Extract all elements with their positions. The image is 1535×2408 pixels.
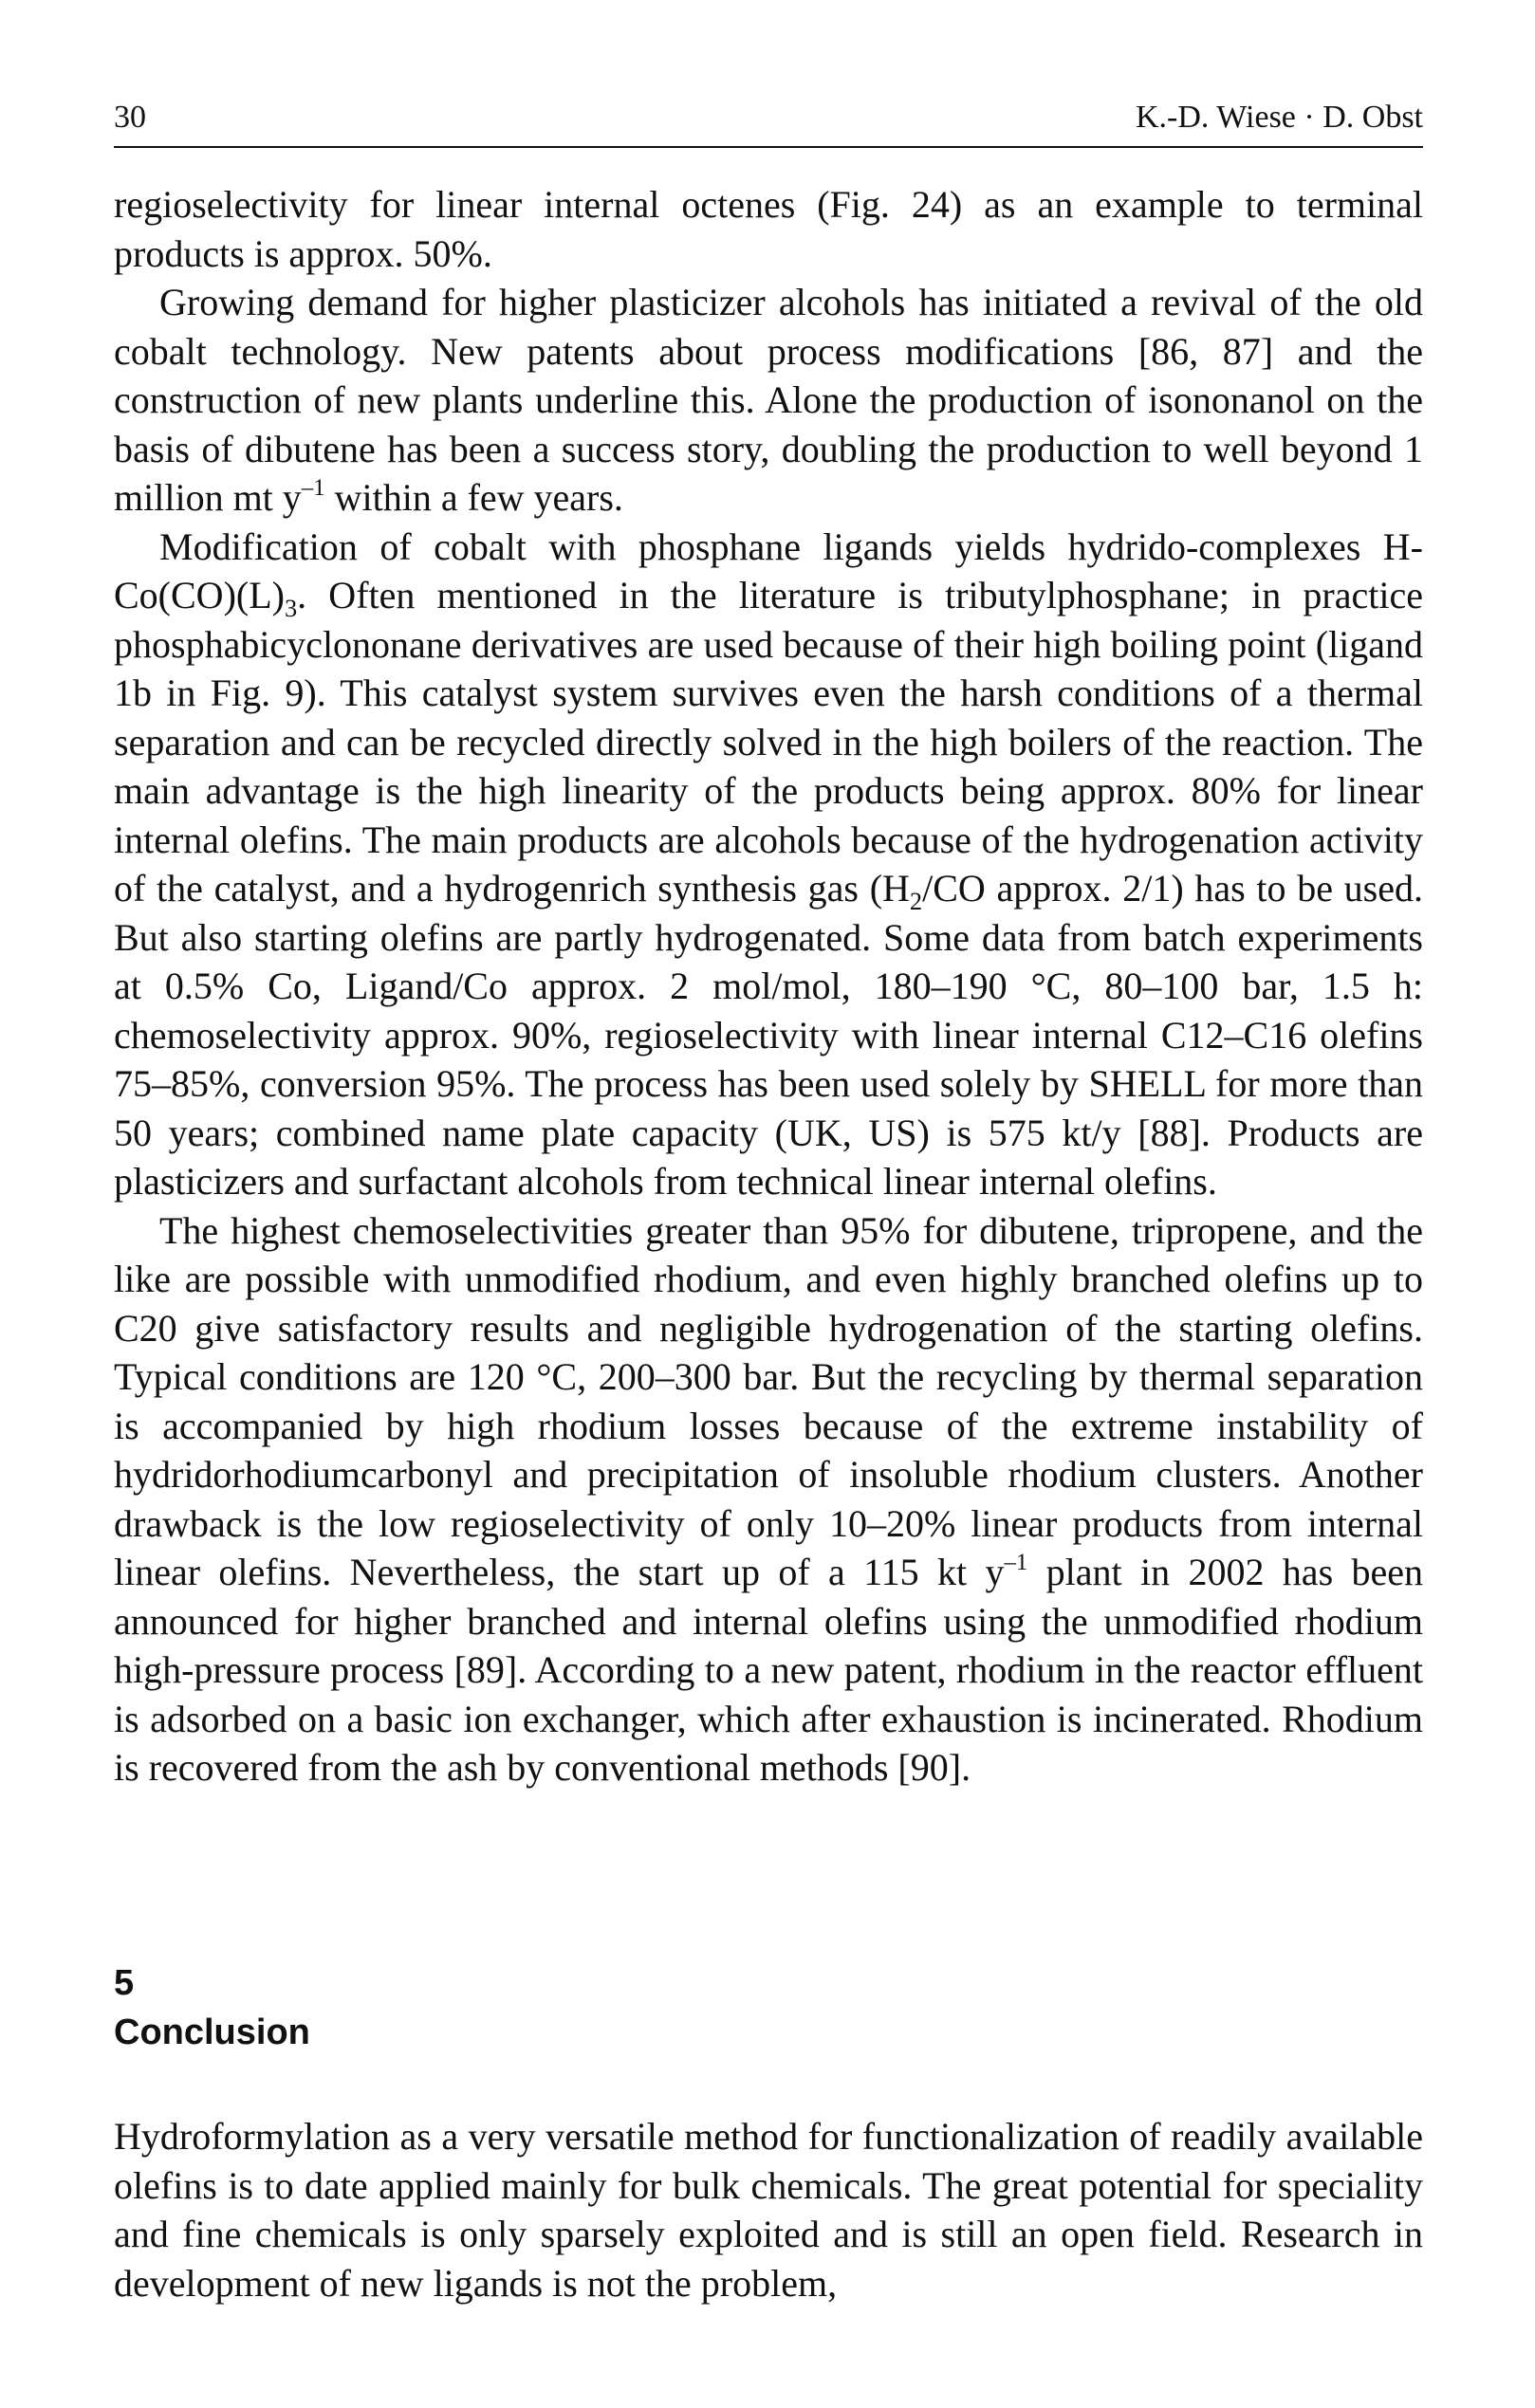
body-paragraph [114,1206,1423,1792]
section-title: Conclusion [114,2013,310,2052]
subscript: 3 [284,594,298,622]
text-run: regioselectivity for linear internal octenes (Fig. 24) as an example to terminal products is approx. 50%. [114,183,1423,275]
text-run: /CO approx. 2/1) has to be used. But also starting olefins are partly hydrogenated. Some data from batch experiments at 0.5% Co, Ligand/Co approx. 2 mol/mol, 180–190 °C, 80–100 bar, 1.5 h: chemoselectivity approx. 90%, regioselectivity with linear internal C12–C16 olefins 75–85%, conversion 95%. The process has been used solely by SHELL for more than 50 years; combined name plate capacity (UK, US) is 575 kt/y [88]. Products are plasticizers and surfactant alcohols from technical linear internal olefins. [114,867,1423,1203]
conclusion-text [114,2112,1423,2307]
running-title: K.-D. Wiese · D. Obst [1135,100,1423,135]
text-run: plant in 2002 has been announced for higher branched and internal olefins using the unmodified rhodium high-pressure process [89]. According to a new patent, rhodium in the reactor effluent is adsorbed on a basic ion exchanger, which after exhaustion is incinerated. Rhodium is recovered from the ash by conventional methods [90]. [114,1551,1423,1789]
subscript: 2 [909,887,923,915]
section-number: 5 [114,1963,135,2003]
body-paragraph [114,278,1423,523]
body-paragraph [114,180,1423,278]
header-rule [114,146,1423,148]
superscript: –1 [1004,1550,1028,1576]
text-run: . Often mentioned in the literature is tributylphosphane; in practice phosphabicyclononane derivatives are used because of their high boiling point (ligand 1b in Fig. 9). This catalyst system survives even the harsh conditions of a thermal separation and can be recycled directly solved in the high boilers of the reaction. The main advantage is the high linearity of the products being approx. 80% for linear internal olefins. The main products are alcohols because of the hydrogenation activity of the catalyst, and a hydrogenrich synthesis gas (H [114,574,1423,910]
section-heading [114,1958,310,2057]
text-run: The highest chemoselectivities greater than 95% for dibutene, tripropene, and the like are possible with unmodified rhodium, and even highly branched olefins up to C20 give satisfactory results and negligible hydrogenation of the starting olefins. Typical conditions are 120 °C, 200–300 bar. But the recycling by thermal separation is accompanied by high rhodium losses because of the extreme instability of hydridorhodiumcarbonyl and precipitation of insoluble rhodium clusters. Another drawback is the low regioselectivity of only 10–20% linear products from internal linear olefins. Nevertheless, the start up of a 115 kt y [114,1208,1423,1593]
body-paragraph [114,523,1423,1206]
page-number: 30 [114,100,146,135]
text-run: Modification of cobalt with phosphane ligands yields hydrido-complexes H-Co(CO)(L) [114,524,1423,616]
text-run: Growing demand for higher plasticizer alcohols has initiated a revival of the old cobalt technology. New patents about process modifications [86, 87] and the construction of new plants underline this. Alone the production of isononanol on the basis of dibutene has been a success story, doubling the production to well beyond 1 million mt y [114,281,1423,519]
conclusion-paragraph: Hydroformylation as a very versatile method for functionalization of readily available olefins is to date applied mainly for bulk chemicals. The great potential for speciality and fine chemicals is only sparsely exploited and is still an open field. Research in development of new ligands is not the problem, [114,2115,1423,2305]
text-run: within a few years. [324,476,623,519]
superscript: –1 [301,475,325,502]
body-text [114,180,1423,1792]
